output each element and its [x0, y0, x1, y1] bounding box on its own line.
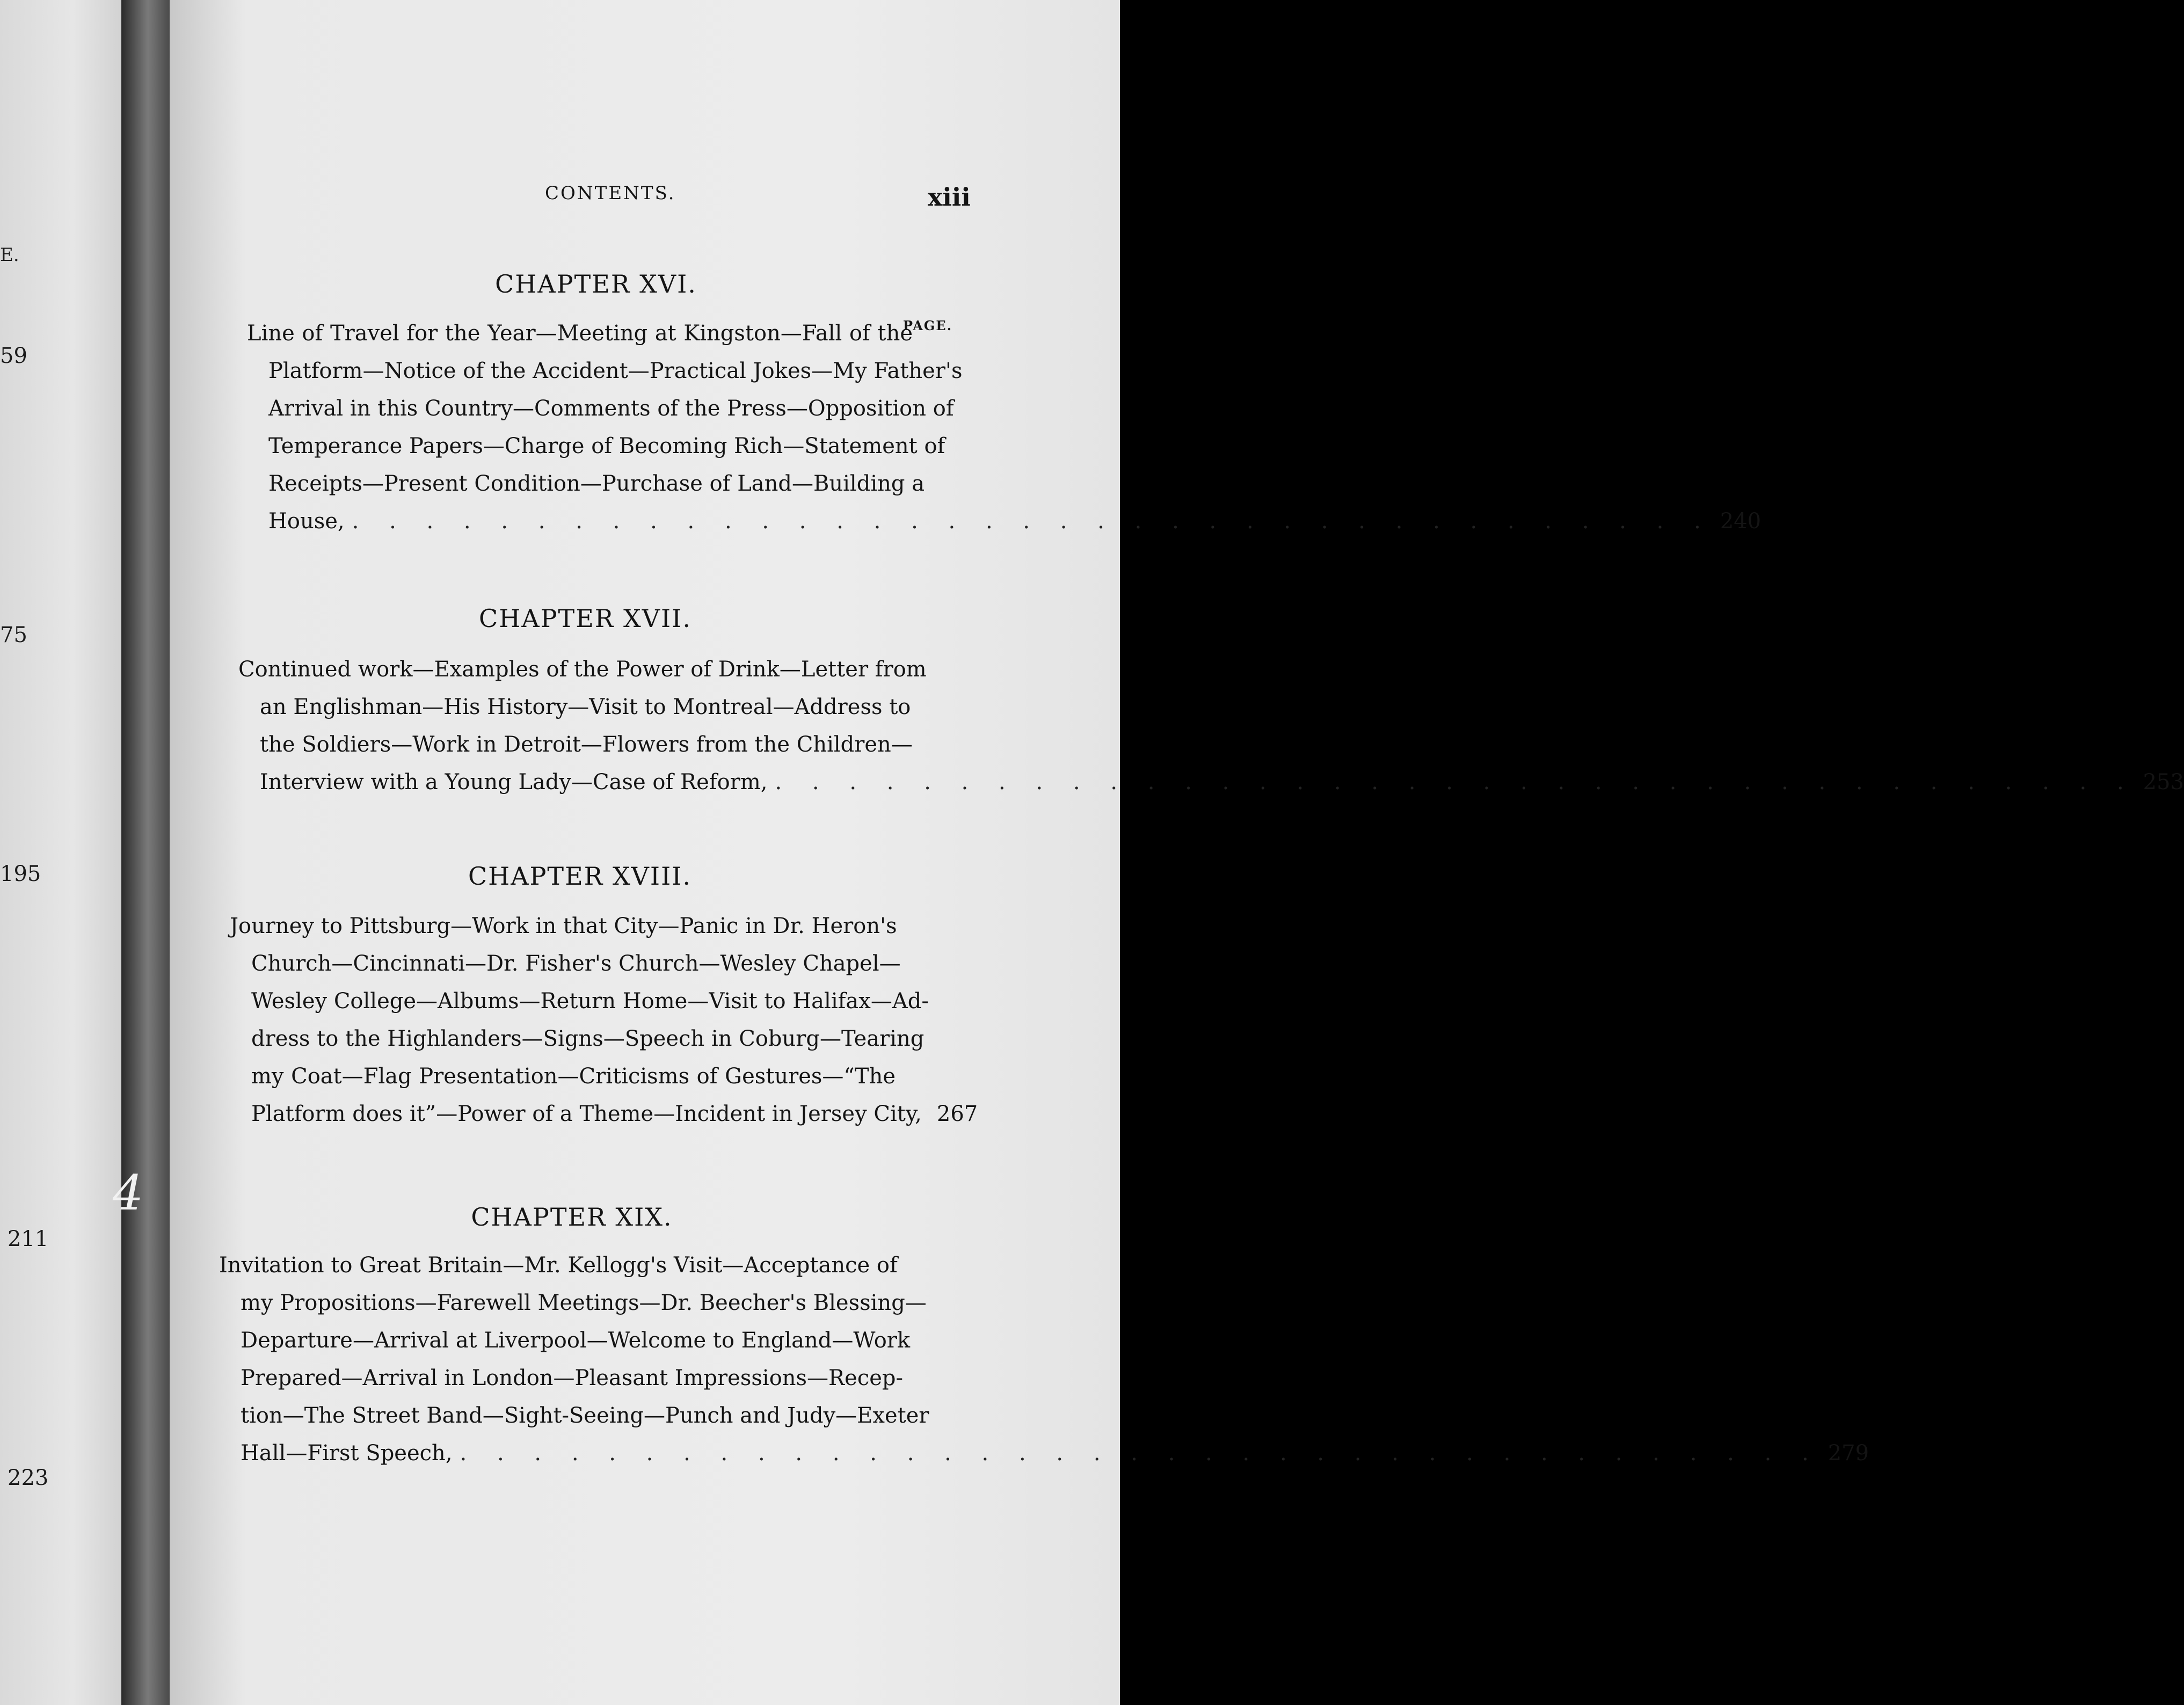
handwritten-mark: 4: [113, 1165, 144, 1221]
margin-page-number: 211: [8, 1227, 49, 1251]
facing-page: [0, 0, 121, 1705]
summary-line: Prepared—Arrival in London—Pleasant Impressions—Recep-: [241, 1366, 904, 1390]
running-head: CONTENTS.: [545, 183, 676, 204]
summary-line: Interview with a Young Lady—Case of Reform,: [260, 770, 768, 795]
summary-line: Wesley College—Albums—Return Home—Visit to Halifax—Ad-: [251, 989, 929, 1014]
summary-line: my Propositions—Farewell Meetings—Dr. Beecher's Blessing—: [241, 1291, 927, 1315]
summary-last-line: [238, 763, 2184, 801]
margin-page-number: 223: [8, 1466, 49, 1490]
summary-line: Church—Cincinnati—Dr. Fisher's Church—Wesley Chapel—: [251, 951, 901, 976]
chapter-title: CHAPTER XVIII.: [468, 862, 692, 891]
chapter-page-number: 279: [1828, 1441, 1869, 1466]
chapter-page-number: 267: [936, 1102, 978, 1126]
summary-line: my Coat—Flag Presentation—Criticisms of Gestures—“The: [251, 1064, 896, 1089]
dot-leader: . . . . . . . . . . . . . . . . . . . . . . . . . . . . . . . . . . . . .: [460, 1441, 1821, 1466]
margin-page-number: 75: [0, 623, 27, 647]
summary-last-line: [219, 1434, 1869, 1472]
chapter-summary: [230, 907, 978, 1133]
book-gutter: [121, 0, 170, 1705]
summary-line: Temperance Papers—Charge of Becoming Rich—Statement of: [268, 434, 945, 458]
margin-page-number: 59: [0, 344, 27, 368]
summary-line: Journey to Pittsburg—Work in that City—Panic in Dr. Heron's: [230, 914, 897, 938]
summary-line: Platform—Notice of the Accident—Practical Jokes—My Father's: [268, 359, 963, 383]
summary-line: Hall—First Speech,: [241, 1441, 453, 1466]
dot-leader: . . . . . . . . . . . . . . . . . . . . . . . . . . . . . . . . . . . . .: [352, 509, 1713, 534]
summary-line: Departure—Arrival at Liverpool—Welcome to England—Work: [241, 1328, 911, 1353]
margin-page-number: 195: [0, 862, 41, 886]
summary-line: Arrival in this Country—Comments of the Press—Opposition of: [268, 396, 954, 421]
page-number: xiii: [928, 183, 971, 212]
chapter-title: CHAPTER XVI.: [495, 269, 697, 298]
summary-line: Continued work—Examples of the Power of Drink—Letter from: [238, 657, 927, 682]
chapter-page-number: 240: [1720, 509, 1761, 534]
summary-line: Line of Travel for the Year—Meeting at Kingston—Fall of the: [247, 321, 913, 346]
page-column-label: PAGE.: [903, 318, 953, 333]
summary-line: the Soldiers—Work in Detroit—Flowers from the Children—: [260, 732, 913, 757]
chapter-page-number: 253: [2143, 770, 2184, 795]
summary-line: Invitation to Great Britain—Mr. Kellogg's Visit—Acceptance of: [219, 1253, 898, 1278]
summary-line: House,: [268, 509, 345, 534]
summary-line: Receipts—Present Condition—Purchase of Land—Building a: [268, 471, 925, 496]
chapter-title: CHAPTER XIX.: [471, 1203, 673, 1232]
margin-fragment: E.: [0, 244, 19, 266]
summary-last-line: [230, 1095, 978, 1133]
chapter-summary: [219, 1247, 1869, 1472]
chapter-summary: [238, 651, 2184, 801]
summary-line: tion—The Street Band—Sight-Seeing—Punch and Judy—Exeter: [241, 1403, 929, 1428]
summary-line: dress to the Highlanders—Signs—Speech in Coburg—Tearing: [251, 1026, 924, 1051]
summary-line: an Englishman—His History—Visit to Montreal—Address to: [260, 695, 911, 719]
summary-last-line: [247, 502, 1761, 540]
dot-leader: . . . . . . . . . . . . . . . . . . . . . . . . . . . . . . . . . . . . .: [775, 770, 2136, 795]
summary-line: Platform does it”—Power of a Theme—Incident in Jersey City,: [251, 1102, 922, 1126]
chapter-title: CHAPTER XVII.: [479, 604, 691, 633]
